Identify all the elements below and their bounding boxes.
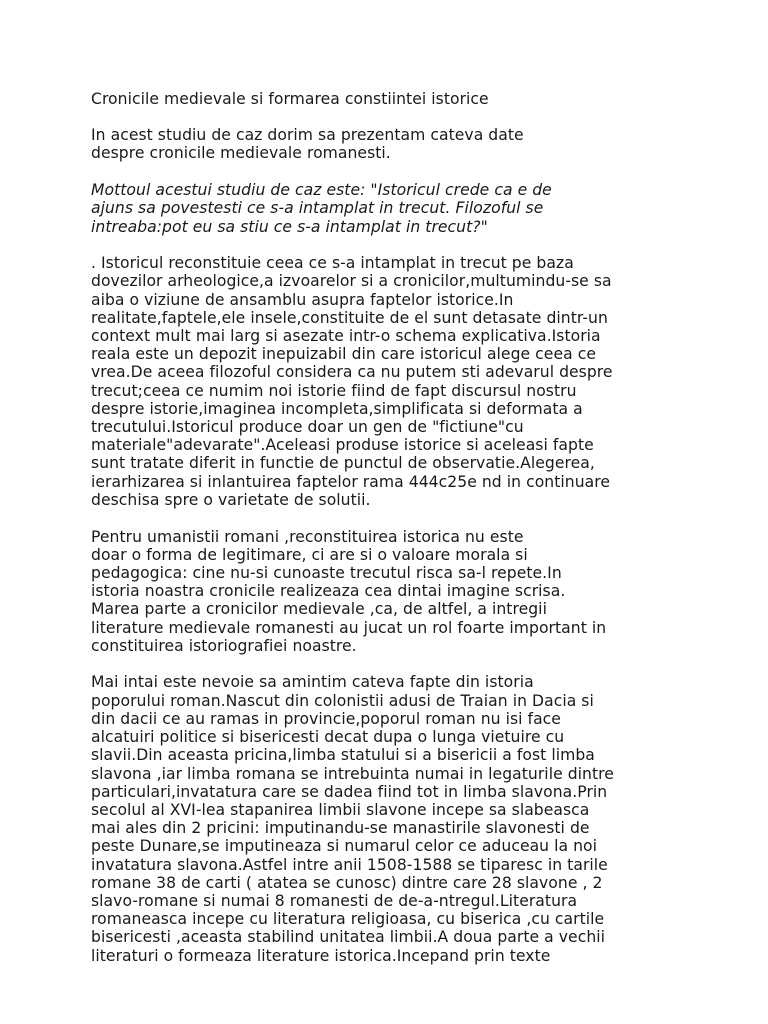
document-title: Cronicile medievale si formarea constiintei istorice — [91, 90, 489, 108]
document-page — [91, 90, 691, 983]
paragraph-intro: In acest studiu de caz dorim sa prezentam cateva date despre cronicile medievale romanesti. — [91, 126, 524, 163]
paragraph-historian: . Istoricul reconstituie ceea ce s-a intamplat in trecut pe baza dovezilor arheologice,a izvoarelor si a cronicilor,multumindu-se sa aiba o viziune de ansamblu asupra faptelor istorice.In realitate,faptele,ele insele,constituite de el sunt detasate dintr-un context mult mai larg si asezate intr-o schema explicativa.Istoria reala este un depozit inepuizabil din care istoricul alege ceea ce vrea.De aceea filozoful considera ca nu putem sti adevarul despre trecut;ceea ce numim noi istorie fiind de fapt discursul nostru despre istorie,imaginea incompleta,simplificata si deformata a trecutului.Istoricul produce doar un gen de "fictiune"cu materiale"adevarate".Aceleasi produse istorice si aceleasi fapte sunt tratate diferit in functie de punctul de observatie.Alegerea, ierarhizarea si inlantuirea faptelor rama 444c25e nd in continuare deschisa spre o varietate de solutii. — [91, 254, 613, 509]
paragraph-motto: Mottoul acestui studiu de caz este: "Istoricul crede ca e de ajuns sa povestesti ce s-a intamplat in trecut. Filozoful se intreaba:pot eu sa stiu ce s-a intamplat in trecut?" — [91, 181, 552, 236]
paragraph-humanists: Pentru umanistii romani ,reconstituirea istorica nu este doar o forma de legitimare, ci are si o valoare morala si pedagogica: cine nu-si cunoaste trecutul risca sa-l repete.In istoria noastra cronicile realizeaza cea dintai imagine scrisa. Marea parte a cronicilor medievale ,ca, de altfel, a intregii literature medievale romanesti au jucat un rol foarte important in constituirea istoriografiei noastre. — [91, 527, 607, 655]
paragraph-history-facts: Mai intai este nevoie sa amintim cateva fapte din istoria poporului roman.Nascut din colonistii adusi de Traian in Dacia si din dacii ce au ramas in provincie,poporul roman nu isi face alcatuiri politice si bisericesti decat dupa o lunga vietuire cu slavii.Din aceasta pricina,limba statului si a bisericii a fost limba slavona ,iar limba romana se intrebuinta numai in legaturile dintre particulari,invatatura care se dadea fiind tot in limba slavona.Prin secolul al XVI-lea stapanirea limbii slavone incepe sa slabeasca mai ales din 2 pricini: imputinandu-se manastirile slavonesti de peste Dunare,se imputineaza si numarul celor ce aduceau la noi invatatura slavona.Astfel intre anii 1508-1588 se tiparesc in tarile romane 38 de carti ( atatea se cunosc) dintre care 28 slavone , 2 slavo-romane si numai 8 romanesti de de-a-ntregul.Literatura romaneasca incepe cu literatura religioasa, cu biserica ,cu cartile bisericesti ,aceasta stabilind unitatea limbii.A doua parte a vechii literaturi o formeaza literature istorica.Incepand prin texte — [91, 673, 614, 965]
